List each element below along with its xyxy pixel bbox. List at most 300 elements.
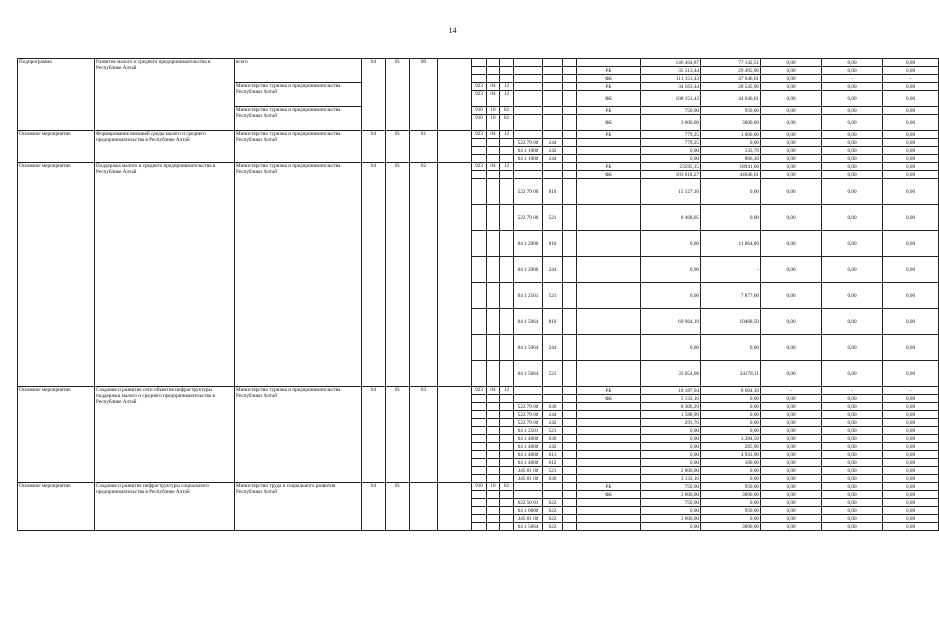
value-5: 0,00 <box>883 467 939 475</box>
pr-code <box>500 147 514 155</box>
value-5: 0,00 <box>883 515 939 523</box>
rz-code: 10 <box>487 107 500 115</box>
gr-code <box>472 475 487 483</box>
value-3: 0,00 <box>761 155 822 163</box>
value-5: 0,00 <box>883 107 939 115</box>
rz-code <box>487 507 500 515</box>
value-5: 0,00 <box>883 459 939 467</box>
value-3: 0,00 <box>761 231 822 257</box>
value-1: 8 306,29 <box>641 403 701 411</box>
csr-code: 04 1 4000 <box>514 443 543 451</box>
csr-code: 04 1 5064 <box>514 523 543 531</box>
pr-code <box>500 67 514 75</box>
value-3: 0,00 <box>761 59 822 67</box>
csr-code: 345 01 00 <box>514 467 543 475</box>
pr-code <box>500 499 514 507</box>
value-5: 0,00 <box>883 309 939 335</box>
funding-source: РБ <box>577 67 641 75</box>
vr-code: 622 <box>543 523 563 531</box>
value-2: 28 545,90 <box>701 83 761 91</box>
csr-code <box>514 59 543 67</box>
value-3: 0,00 <box>761 179 822 205</box>
csr-code <box>514 67 543 75</box>
blank-col <box>563 515 577 523</box>
rz-code: 04 <box>487 163 500 171</box>
executor: Министерство туризма и предпринимательства Республики Алтай <box>235 387 362 483</box>
section-name: Развитие малого и среднего предпринимательства в Республике Алтай <box>95 59 235 131</box>
gr-code: 923 <box>472 83 487 91</box>
rz-code <box>487 403 500 411</box>
value-4: 0,00 <box>822 147 883 155</box>
value-3: 0,00 <box>761 67 822 75</box>
code-2: 01 <box>386 483 410 531</box>
funding-source <box>577 403 641 411</box>
value-5: 0,00 <box>883 483 939 491</box>
rz-code: 10 <box>487 483 500 491</box>
value-5: 0,00 <box>883 147 939 155</box>
blank-col <box>563 387 577 395</box>
rz-code <box>487 75 500 83</box>
rz-code <box>487 499 500 507</box>
value-4: 0,00 <box>822 475 883 483</box>
value-2: 285,90 <box>701 443 761 451</box>
value-4: 0,00 <box>822 443 883 451</box>
blank-col <box>563 91 577 107</box>
value-1: 0,00 <box>641 459 701 467</box>
rz-code <box>487 231 500 257</box>
csr-code: 04 1 2501 <box>514 283 543 309</box>
value-2: 0,00 <box>701 395 761 403</box>
vr-code: 810 <box>543 309 563 335</box>
csr-code: 522 79 00 <box>514 205 543 231</box>
funding-source <box>577 179 641 205</box>
funding-source <box>577 335 641 361</box>
value-2: 0,00 <box>701 179 761 205</box>
value-2: 0,00 <box>701 467 761 475</box>
vr-code: 244 <box>543 335 563 361</box>
value-2: 4 933,90 <box>701 451 761 459</box>
blank-col <box>563 475 577 483</box>
section-type: Основное мероприятие <box>18 163 95 387</box>
value-1: 3 133,16 <box>641 475 701 483</box>
funding-source: РБ <box>577 83 641 91</box>
funding-source: РБ <box>577 483 641 491</box>
blank-col <box>563 107 577 115</box>
pr-code <box>500 523 514 531</box>
vr-code: 630 <box>543 475 563 483</box>
value-3: 0,00 <box>761 335 822 361</box>
code-3: 02 <box>410 163 438 387</box>
table-row <box>18 387 939 395</box>
code-4 <box>438 483 472 531</box>
rz-code <box>487 435 500 443</box>
funding-source <box>577 309 641 335</box>
value-2: 100,00 <box>701 459 761 467</box>
rz-code <box>487 205 500 231</box>
csr-code: 622 50 01 <box>514 499 543 507</box>
blank-col <box>563 155 577 163</box>
rz-code <box>487 475 500 483</box>
value-2: 0,00 <box>701 403 761 411</box>
value-2: 0,00 <box>701 139 761 147</box>
value-5: 0,00 <box>883 435 939 443</box>
csr-code: 04 1 1000 <box>514 155 543 163</box>
pr-code: 12 <box>500 387 514 395</box>
blank-col <box>563 115 577 131</box>
value-5: 0,00 <box>883 139 939 147</box>
value-5: 0,00 <box>883 257 939 283</box>
value-4: 0,00 <box>822 361 883 387</box>
csr-code <box>514 171 543 179</box>
pr-code <box>500 427 514 435</box>
code-3: 03 <box>410 387 438 483</box>
funding-source <box>577 139 641 147</box>
csr-code <box>514 395 543 403</box>
value-3: - <box>761 387 822 395</box>
vr-code: 244 <box>543 411 563 419</box>
vr-code: 242 <box>543 147 563 155</box>
value-5: 0,00 <box>883 163 939 171</box>
pr-code <box>500 459 514 467</box>
value-3: 0,00 <box>761 475 822 483</box>
rz-code <box>487 155 500 163</box>
vr-code <box>543 75 563 83</box>
blank-col <box>563 411 577 419</box>
code-3 <box>410 483 438 531</box>
rz-code <box>487 257 500 283</box>
value-3: 0,00 <box>761 147 822 155</box>
gr-code <box>472 507 487 515</box>
table-row <box>18 163 939 171</box>
value-1: 3 000,00 <box>641 115 701 131</box>
blank-col <box>563 459 577 467</box>
gr-code <box>472 451 487 459</box>
csr-code: 04 1 5064 <box>514 309 543 335</box>
funding-source: ФБ <box>577 91 641 107</box>
value-4: 0,00 <box>822 171 883 179</box>
blank-col <box>563 205 577 231</box>
gr-code <box>472 179 487 205</box>
gr-code: 910 <box>472 115 487 131</box>
blank-col <box>563 419 577 427</box>
value-3: 0,00 <box>761 163 822 171</box>
vr-code: 244 <box>543 139 563 147</box>
funding-source <box>577 419 641 427</box>
value-5: 0,00 <box>883 475 939 483</box>
value-3: 0,00 <box>761 507 822 515</box>
csr-code: 522 79 00 <box>514 139 543 147</box>
value-4: 0,00 <box>822 411 883 419</box>
csr-code <box>514 115 543 131</box>
vr-code: 630 <box>543 403 563 411</box>
blank-col <box>563 59 577 67</box>
rz-code <box>487 67 500 75</box>
value-1: 33 054,08 <box>641 361 701 387</box>
rz-code <box>487 491 500 499</box>
rz-code <box>487 467 500 475</box>
csr-code <box>514 75 543 83</box>
executor: Министерство труда и социального развития Республики Алтай <box>235 483 362 531</box>
value-4: 0,00 <box>822 335 883 361</box>
code-4 <box>438 163 472 387</box>
gr-code <box>472 147 487 155</box>
value-4: 0,00 <box>822 435 883 443</box>
pr-code <box>500 335 514 361</box>
blank-col <box>563 483 577 491</box>
vr-code <box>543 395 563 403</box>
funding-source: ФБ <box>577 395 641 403</box>
csr-code <box>514 91 543 107</box>
vr-code <box>543 107 563 115</box>
value-1: 10 187,04 <box>641 387 701 395</box>
rz-code <box>487 59 500 67</box>
rz-code <box>487 139 500 147</box>
csr-code: 522 79 00 <box>514 411 543 419</box>
value-3: 0,00 <box>761 427 822 435</box>
value-4: 0,00 <box>822 459 883 467</box>
vr-code: 622 <box>543 499 563 507</box>
funding-source <box>577 507 641 515</box>
value-4: 0,00 <box>822 139 883 147</box>
pr-code <box>500 59 514 67</box>
rz-code <box>487 459 500 467</box>
funding-source: РБ <box>577 387 641 395</box>
value-2: 3000,00 <box>701 491 761 499</box>
vr-code <box>543 131 563 139</box>
vr-code <box>543 115 563 131</box>
value-1: 0,00 <box>641 257 701 283</box>
value-2: 3000,00 <box>701 523 761 531</box>
page-number: 14 <box>448 26 457 35</box>
vr-code: 810 <box>543 179 563 205</box>
pr-code <box>500 155 514 163</box>
value-5: 0,00 <box>883 403 939 411</box>
gr-code <box>472 283 487 309</box>
value-4: 0,00 <box>822 515 883 523</box>
vr-code: 521 <box>543 467 563 475</box>
blank-col <box>563 361 577 387</box>
vr-code: 612 <box>543 459 563 467</box>
rz-code <box>487 171 500 179</box>
rz-code <box>487 147 500 155</box>
value-2: 0,00 <box>701 419 761 427</box>
funding-source: ФБ <box>577 491 641 499</box>
funding-source <box>577 59 641 67</box>
value-5: 0,00 <box>883 427 939 435</box>
section-type: Основное мероприятие <box>18 387 95 483</box>
value-4: 0,00 <box>822 523 883 531</box>
csr-code: 04 1 2000 <box>514 231 543 257</box>
value-2: 11 064,00 <box>701 231 761 257</box>
pr-code <box>500 515 514 523</box>
value-1: 750,00 <box>641 483 701 491</box>
value-2: 0,00 <box>701 205 761 231</box>
funding-source <box>577 147 641 155</box>
csr-code: 04 1 6000 <box>514 507 543 515</box>
rz-code <box>487 427 500 435</box>
value-4: 0,00 <box>822 403 883 411</box>
value-2: 44646,61 <box>701 171 761 179</box>
value-1: 0,00 <box>641 231 701 257</box>
value-2: 0,00 <box>701 335 761 361</box>
funding-source <box>577 467 641 475</box>
rz-code <box>487 411 500 419</box>
gr-code <box>472 459 487 467</box>
funding-source <box>577 231 641 257</box>
pr-code: 12 <box>500 163 514 171</box>
value-1: 0,00 <box>641 427 701 435</box>
value-2: 133,70 <box>701 147 761 155</box>
code-2: 01 <box>386 163 410 387</box>
gr-code <box>472 499 487 507</box>
code-1: 04 <box>362 483 386 531</box>
rz-code <box>487 451 500 459</box>
value-3: 0,00 <box>761 515 822 523</box>
value-2: 47 646,61 <box>701 75 761 83</box>
pr-code <box>500 491 514 499</box>
value-4: 0,00 <box>822 107 883 115</box>
value-3: 0,00 <box>761 171 822 179</box>
value-3: 0,00 <box>761 483 822 491</box>
blank-col <box>563 451 577 459</box>
code-1: 04 <box>362 131 386 163</box>
value-1: 5 133,16 <box>641 395 701 403</box>
funding-source: РБ <box>577 163 641 171</box>
value-4: 0,00 <box>822 395 883 403</box>
value-3: 0,00 <box>761 107 822 115</box>
blank-col <box>563 435 577 443</box>
value-5: 0,00 <box>883 231 939 257</box>
value-1: 2 000,00 <box>641 467 701 475</box>
value-5: 0,00 <box>883 361 939 387</box>
funding-source: ФБ <box>577 171 641 179</box>
value-4: 0,00 <box>822 499 883 507</box>
value-2: 44 646,61 <box>701 91 761 107</box>
funding-source <box>577 523 641 531</box>
rz-code: 04 <box>487 83 500 91</box>
value-3: 0,00 <box>761 83 822 91</box>
pr-code <box>500 179 514 205</box>
gr-code <box>472 67 487 75</box>
value-2: 0,00 <box>701 499 761 507</box>
executor: Министерство туризма и предпринимательства Республики Алтай <box>235 131 362 163</box>
value-1: 291,76 <box>641 419 701 427</box>
gr-code <box>472 435 487 443</box>
gr-code: 910 <box>472 483 487 491</box>
pr-code: 12 <box>500 131 514 139</box>
pr-code <box>500 403 514 411</box>
blank-col <box>563 163 577 171</box>
gr-code <box>472 59 487 67</box>
value-5: 0,00 <box>883 335 939 361</box>
value-3: 0,00 <box>761 419 822 427</box>
vr-code <box>543 171 563 179</box>
value-1: 0,00 <box>641 147 701 155</box>
rz-code <box>487 443 500 451</box>
value-1: 0,00 <box>641 507 701 515</box>
value-3: 0,00 <box>761 139 822 147</box>
value-1: 15 127,10 <box>641 179 701 205</box>
value-5: 0,00 <box>883 283 939 309</box>
vr-code: 244 <box>543 155 563 163</box>
vr-code: 242 <box>543 443 563 451</box>
blank-col <box>563 283 577 309</box>
code-1: 04 <box>362 163 386 387</box>
csr-code: 522 79 00 <box>514 419 543 427</box>
rz-code <box>487 179 500 205</box>
value-2: 0,00 <box>701 475 761 483</box>
value-3: 0,00 <box>761 403 822 411</box>
value-4: 0,00 <box>822 309 883 335</box>
value-5: 0,00 <box>883 131 939 139</box>
funding-source <box>577 283 641 309</box>
table-row <box>18 59 939 67</box>
csr-code <box>514 491 543 499</box>
section-name: Поддержка малого и среднего предпринимательства в Республике Алтай <box>95 163 235 387</box>
blank-col <box>563 335 577 361</box>
gr-code <box>472 75 487 83</box>
value-5: 0,00 <box>883 205 939 231</box>
csr-code: 04 1 4000 <box>514 459 543 467</box>
vr-code <box>543 491 563 499</box>
vr-code: 521 <box>543 427 563 435</box>
value-5: 0,00 <box>883 451 939 459</box>
rz-code: 04 <box>487 131 500 139</box>
value-3: 0,00 <box>761 499 822 507</box>
gr-code: 923 <box>472 387 487 395</box>
pr-code: 02 <box>500 115 514 131</box>
value-5: 0,00 <box>883 491 939 499</box>
value-1: 779,25 <box>641 139 701 147</box>
csr-code <box>514 83 543 91</box>
value-2: 77 142,51 <box>701 59 761 67</box>
value-5: 0,00 <box>883 523 939 531</box>
value-4: 0,00 <box>822 91 883 107</box>
value-1: 23595,15 <box>641 163 701 171</box>
value-1: 0,00 <box>641 435 701 443</box>
blank-col <box>563 147 577 155</box>
funding-source <box>577 451 641 459</box>
vr-code <box>543 91 563 107</box>
pr-code <box>500 139 514 147</box>
rz-code <box>487 515 500 523</box>
csr-code <box>514 483 543 491</box>
value-3: 0,00 <box>761 309 822 335</box>
value-2: 3000,00 <box>701 115 761 131</box>
vr-code <box>543 163 563 171</box>
funding-source <box>577 411 641 419</box>
value-3: 0,00 <box>761 91 822 107</box>
code-2: 01 <box>386 387 410 483</box>
pr-code <box>500 467 514 475</box>
code-4 <box>438 131 472 163</box>
value-3: 0,00 <box>761 75 822 83</box>
csr-code: 04 1 5064 <box>514 335 543 361</box>
code-4 <box>438 387 472 483</box>
value-4: 0,00 <box>822 467 883 475</box>
value-3: 0,00 <box>761 283 822 309</box>
value-1: 0,00 <box>641 443 701 451</box>
gr-code <box>472 419 487 427</box>
gr-code <box>472 491 487 499</box>
rz-code <box>487 523 500 531</box>
funding-source <box>577 515 641 523</box>
value-1: 750,00 <box>641 499 701 507</box>
pr-code <box>500 205 514 231</box>
vr-code: 521 <box>543 205 563 231</box>
csr-code <box>514 131 543 139</box>
csr-code: 345 01 00 <box>514 515 543 523</box>
